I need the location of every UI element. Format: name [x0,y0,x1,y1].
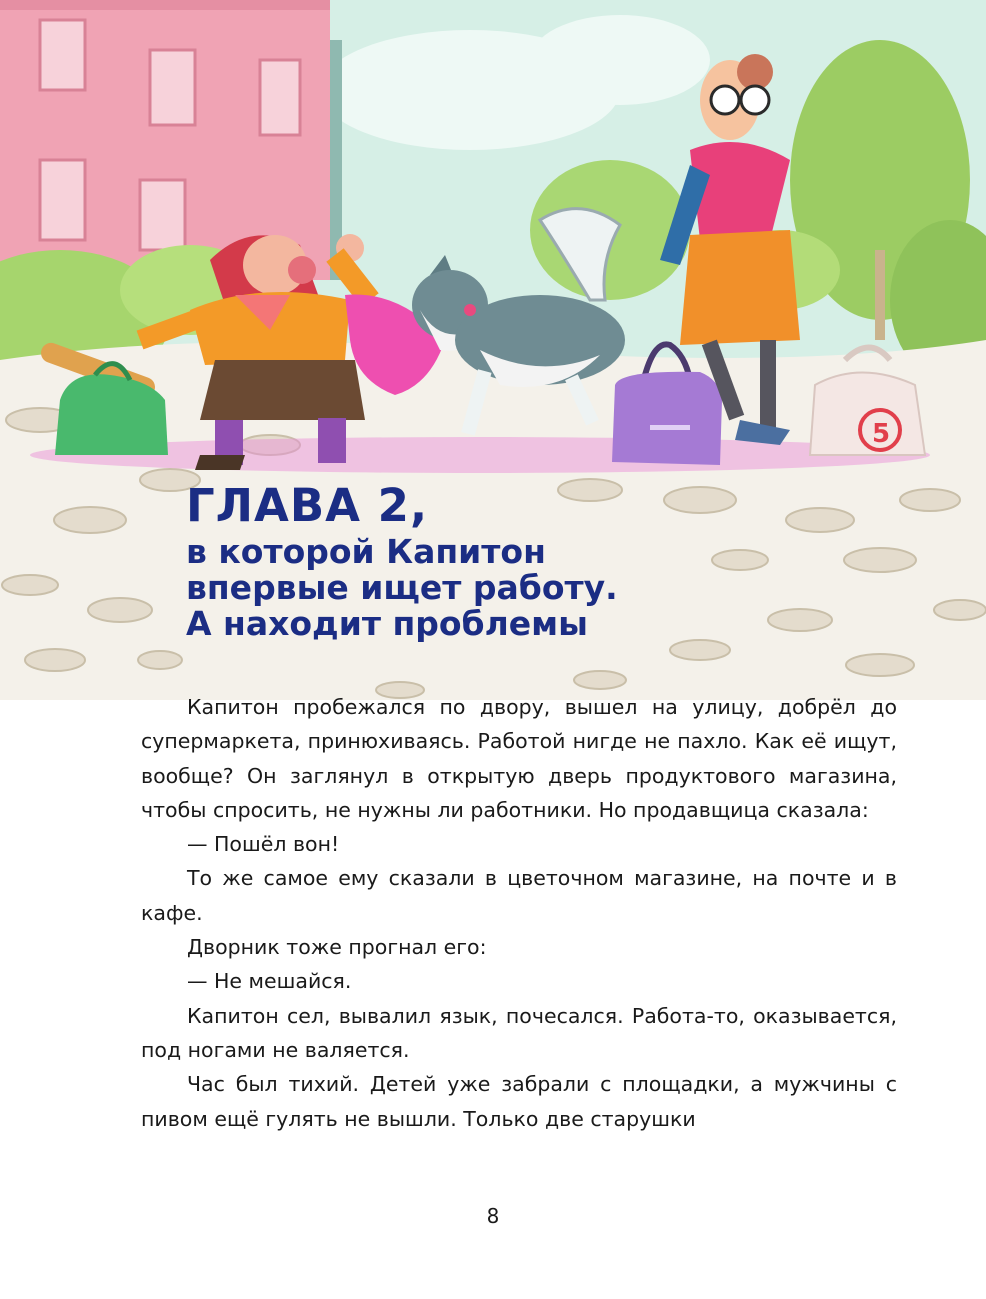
paragraph: — Пошёл вон! [187,832,340,857]
page-number: 8 [486,1204,500,1228]
paragraph: Дворник тоже прогнал его: [187,935,487,960]
paragraph: То же самое ему сказали в цветочном магазине, на почте и в кафе. [141,866,897,925]
chapter-heading: ГЛАВА 2, [186,479,429,532]
body-text [141,690,897,1136]
paragraph: — Не мешайся. [187,969,352,994]
paragraph: Капитон сел, вывалил язык, почесался. Работа-то, оказывается, под ногами не валяется. [141,1003,897,1062]
chapter-subtitle-line: в которой Капитон [186,532,546,571]
paragraph: Час был тихий. Детей уже забрали с площадки, а мужчины с пивом ещё гулять не вышли. Только две старушки [141,1072,897,1131]
bag-number: 5 [872,419,891,449]
pink-building [0,0,342,280]
cloud [530,15,710,105]
paragraph: Капитон пробежался по двору, вышел на улицу, добрёл до супермаркета, принюхиваясь. Работой нигде не пахло. Как её ищут, вообще? Он заглянул в открытую дверь продуктового магазина, чтобы спросить, не нужны ли работники. Но продавщица сказала: [141,695,897,822]
chapter-title [186,478,618,642]
chapter-subtitle-line: А находит проблемы [186,604,588,643]
chapter-subtitle-line: впервые ищет работу. [186,568,618,607]
